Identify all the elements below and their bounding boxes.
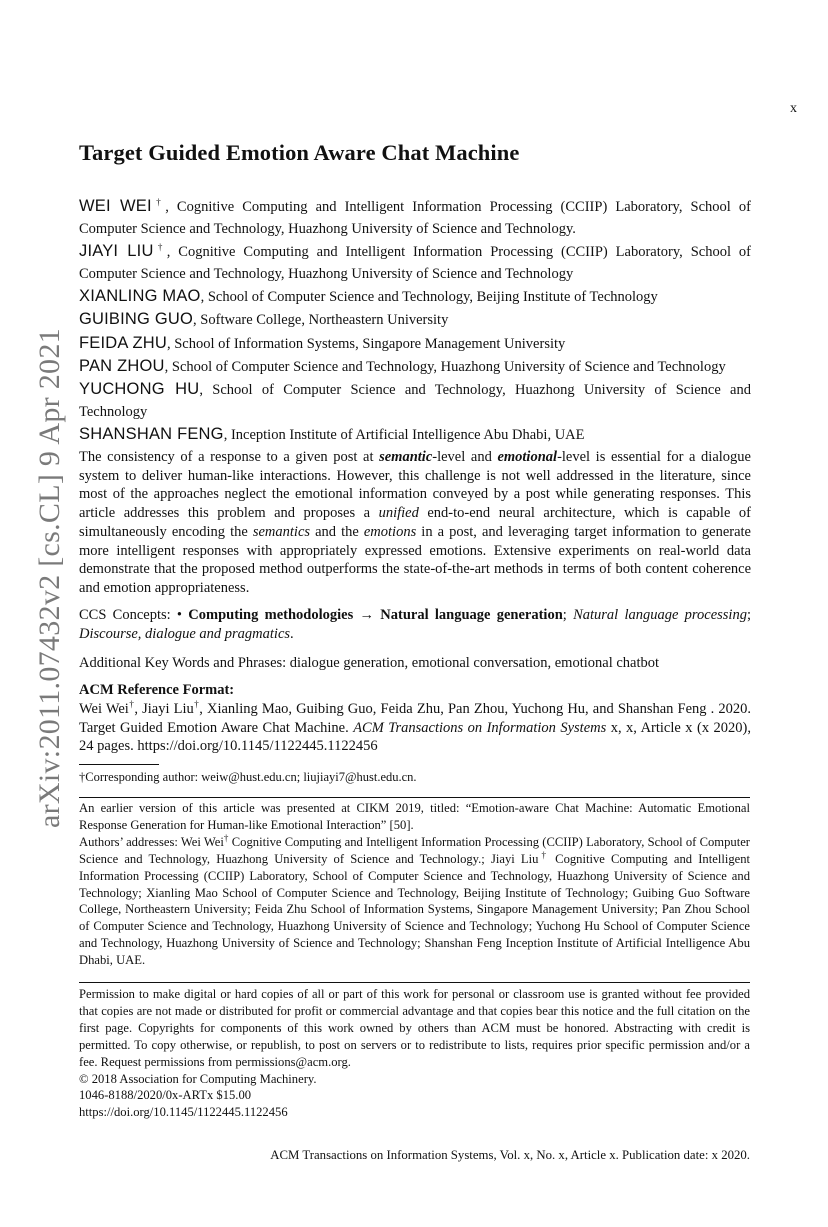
ccs-concept: Natural language processing	[573, 607, 747, 623]
author-entry	[79, 195, 751, 240]
author-name: SHANSHAN FENG	[79, 424, 224, 443]
ccs-concept: Computing methodologies	[188, 607, 354, 623]
ccs-concept: Discourse, dialogue and pragmatics	[79, 625, 291, 642]
corresponding-author-footnote: †Corresponding author: weiw@hust.edu.cn; liujiayi7@hust.edu.cn.	[79, 770, 417, 784]
abstract-text: end-to-end neural architecture, which is capable of simultaneously encoding the	[79, 505, 751, 540]
reference-format-heading: ACM Reference Format:	[79, 682, 235, 698]
divider	[79, 982, 750, 983]
authors-addresses	[79, 834, 750, 969]
corresponding-mark: †	[193, 699, 200, 710]
address-text: Cognitive Computing and Intelligent Information Processing (CCIIP) Laboratory, School of Computer Science and Technology, Huazhong University of Science and Technology; Xianling Mao School of Computer Science and Technology, Beijing Institute of Technology; Guibing Guo Software College, Northeastern University; Feida Zhu School of Information Systems, Singapore Management University; Pan Zhou School of Computer Science and Technology, Huazhong University of Science and Technology; Yuchong Hu School of Computer Science and Technology, Huazhong University of Science and Technology; Shanshan Feng Inception Institute of Artificial Intelligence Abu Dhabi, UAE.	[79, 851, 750, 968]
arxiv-identifier-stamp: arXiv:2011.07432v2 [cs.CL] 9 Apr 2021	[33, 328, 66, 828]
earlier-version-text: An earlier version of this article was presented at CIKM 2019, titled: “Emotion-aware Chat Machine: Automatic Emotional Response Generation for Human-like Emotional Interaction” [50].	[79, 801, 750, 832]
author-affiliation: , Inception Institute of Artificial Intelligence Abu Dhabi, UAE	[223, 426, 585, 443]
reference-text: , Jiayi Liu	[134, 701, 194, 717]
separator: ;	[562, 607, 574, 623]
address-text: Authors’ addresses: Wei Wei	[79, 834, 224, 849]
ccs-concepts	[79, 606, 751, 643]
divider	[79, 797, 750, 798]
author-entry	[79, 355, 751, 378]
author-entry	[79, 308, 751, 331]
abstract	[79, 448, 751, 598]
reference-text: x, x, Article x (x 2020), 24 pages. https://doi.org/10.1145/1122445.1122456	[79, 719, 751, 755]
corresponding-mark: †	[538, 849, 549, 860]
author-affiliation: , Cognitive Computing and Intelligent Information Processing (CCIIP) Laboratory, School of Computer Science and Technology, Huazhong University of Science and Technology	[79, 244, 752, 283]
author-name: GUIBING GUO	[79, 310, 194, 329]
author-entry	[79, 423, 751, 446]
author-affiliation: , School of Computer Science and Technology, Huazhong University of Science and Technology	[164, 358, 726, 375]
author-name: JIAYI LIU	[79, 242, 154, 261]
author-affiliation: , Cognitive Computing and Intelligent Information Processing (CCIIP) Laboratory, School of Computer Science and Technology, Huazhong University of Science and Technology.	[79, 199, 751, 238]
abstract-text: and the	[310, 523, 364, 540]
footnote-rule	[79, 764, 159, 765]
paper-title: Target Guided Emotion Aware Chat Machine	[79, 140, 520, 165]
author-affiliation: , School of Information Systems, Singapore Management University	[166, 335, 566, 352]
author-entry	[79, 332, 751, 355]
author-name: YUCHONG HU	[79, 379, 200, 398]
emphasis-unified: unified	[378, 505, 419, 522]
emphasis-semantics: semantics	[252, 523, 311, 540]
separator: ;	[746, 607, 751, 623]
ccs-label: CCS Concepts: •	[79, 607, 189, 623]
abstract-text: -level is essential for a dialogue system to deliver human-like interactions. However, this challenge is not well addressed in the literature, since most of the approaches neglect the emotional information conveyed by a post while generating responses. This article addresses this problem and proposes a	[79, 449, 751, 522]
corresponding-mark: †	[223, 832, 229, 843]
corresponding-mark: †	[153, 242, 167, 253]
reference-format	[79, 700, 751, 756]
doi-line: https://doi.org/10.1145/1122445.1122456	[79, 1105, 288, 1120]
permission-text: Permission to make digital or hard copies of all or part of this work for personal or classroom use is granted without fee provided that copies are not made or distributed for profit or commercial advantage and that copies bear this notice and the full citation on the first page. Copyrights for components of this work owned by others than ACM must be honored. Abstracting with credit is permitted. To copy otherwise, or republish, to post on servers or to redistribute to lists, requires prior specific permission and/or a fee. Request permissions from permissions@acm.org.	[79, 987, 750, 1069]
author-entry	[79, 240, 751, 285]
page-footer: ACM Transactions on Information Systems, Vol. x, No. x, Article x. Publication date: x 2020.	[270, 1148, 750, 1162]
corresponding-mark: †	[151, 197, 166, 208]
copyright-line: © 2018 Association for Computing Machinery.	[79, 1071, 317, 1086]
ccs-concept: Natural language generation	[380, 607, 563, 623]
separator: .	[290, 625, 294, 642]
abstract-text: The consistency of a response to a given post at	[79, 449, 380, 465]
abstract-text: -level and	[432, 449, 498, 465]
address-text: Cognitive Computing and Intelligent Information Processing (CCIIP) Laboratory, School of Computer Science and Technology, Huazhong University of Science and Technology.; Jiayi Liu	[79, 834, 750, 866]
author-entry	[79, 378, 751, 423]
corresponding-mark: †	[128, 699, 135, 710]
author-entry	[79, 285, 751, 308]
issn-line: 1046-8188/2020/0x-ARTx $15.00	[79, 1088, 252, 1103]
author-name: XIANLING MAO	[79, 287, 201, 306]
journal-name: ACM Transactions on Information Systems	[353, 719, 607, 736]
emphasis-emotional: emotional	[497, 449, 558, 465]
author-affiliation: , School of Computer Science and Technology, Huazhong University of Science and Technology	[79, 381, 751, 420]
author-list	[79, 195, 751, 446]
emphasis-emotions: emotions	[363, 523, 417, 540]
keywords: Additional Key Words and Phrases: dialogue generation, emotional conversation, emotional chatbot	[79, 655, 660, 671]
arrow-icon: →	[353, 607, 381, 623]
author-affiliation: , Software College, Northeastern University	[193, 312, 449, 329]
author-name: FEIDA ZHU	[79, 333, 167, 352]
page-corner-mark: x	[790, 101, 797, 116]
reference-text: , Xianling Mao, Guibing Guo, Feida Zhu, Pan Zhou, Yuchong Hu, and Shanshan Feng . 2020. Target Guided Emotion Aware Chat Machine.	[79, 701, 752, 736]
author-name: WEI WEI	[79, 197, 152, 215]
abstract-text: in a post, and leveraging target information to generate more intelligent responses with appropriately expressed emotions. Extensive experiments on real-world data demonstrate that the proposed method outperforms the state-of-the-art methods in terms of both content coherence and emotion appropriateness.	[79, 523, 751, 596]
earlier-version-note	[79, 800, 750, 969]
reference-text: Wei Wei	[79, 701, 129, 717]
emphasis-semantic: semantic	[379, 449, 433, 465]
author-name: PAN ZHOU	[79, 356, 165, 375]
author-affiliation: , School of Computer Science and Technology, Beijing Institute of Technology	[200, 289, 658, 306]
permission-notice	[79, 986, 750, 1121]
